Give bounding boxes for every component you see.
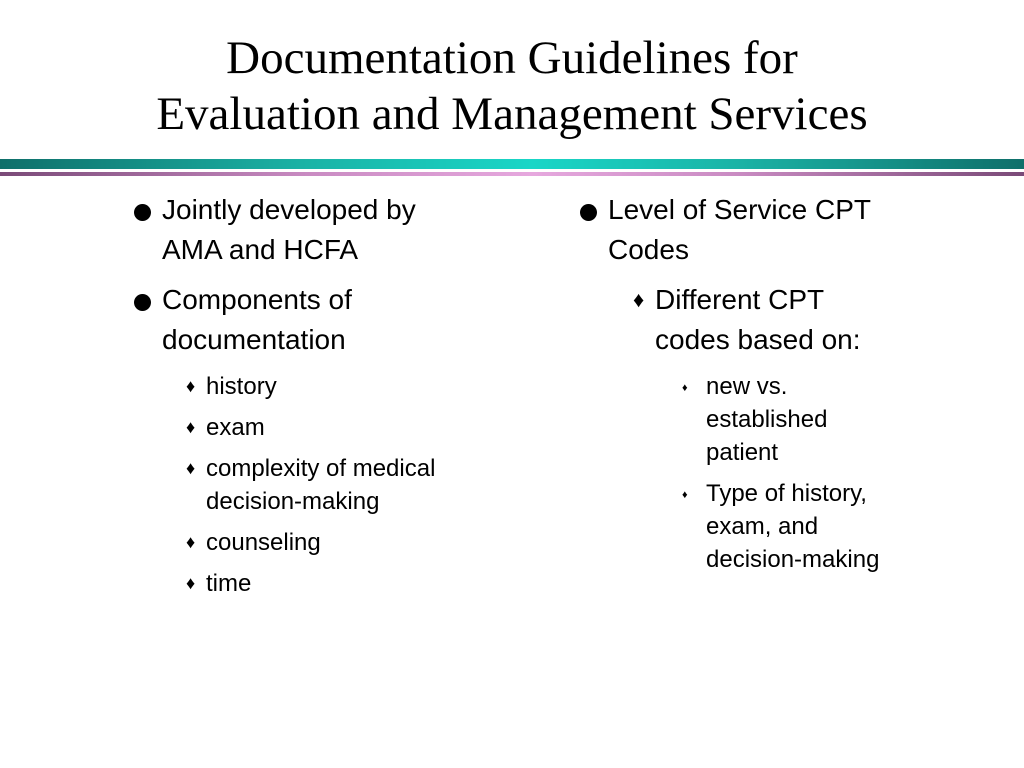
- sub-bullet-counseling: [186, 526, 502, 559]
- diamond-bullet-icon: ♦: [186, 417, 196, 437]
- filled-circle-bullet-icon: [134, 204, 151, 221]
- bullet-text-line: Jointly developed by: [162, 194, 416, 225]
- sub-bullet-history: [186, 370, 502, 403]
- right-column: [578, 190, 958, 584]
- sub-sub-bullet-new-vs-established: [682, 370, 958, 469]
- sub-sub-bullet-text: patient: [706, 439, 779, 466]
- bullet-text-line: Level of Service CPT: [608, 194, 871, 225]
- sub-bullet-text: exam: [206, 414, 265, 441]
- bullet-item-jointly-developed: [132, 190, 502, 270]
- slide-title: [0, 30, 1024, 142]
- bullet-text-line: AMA and HCFA: [162, 234, 359, 265]
- sub-bullet-different-cpt: [633, 280, 958, 360]
- sub-bullet-text: complexity of medical: [206, 455, 436, 482]
- diamond-bullet-icon: ♦: [186, 532, 196, 552]
- sub-sub-bullet-text: established: [706, 406, 828, 433]
- title-divider-pink: [0, 172, 1024, 176]
- sub-sub-bullet-text: Type of history,: [706, 480, 867, 507]
- sub-bullet-text: Different CPT: [655, 284, 825, 315]
- diamond-bullet-icon: ♦: [186, 376, 196, 396]
- diamond-bullet-icon: ♦: [186, 573, 196, 593]
- title-divider-teal: [0, 159, 1024, 169]
- sub-bullet-complexity: [186, 452, 502, 518]
- sub-bullet-text: counseling: [206, 529, 321, 556]
- sub-sub-bullet-text: decision-making: [706, 546, 880, 573]
- sub-sub-bullet-text: exam, and: [706, 513, 819, 540]
- bullet-text-line: Codes: [608, 234, 689, 265]
- left-column: [132, 190, 502, 608]
- sub-sub-bullet-type-of-history: [682, 477, 958, 576]
- bullet-text-line: Components of: [162, 284, 352, 315]
- title-line-2: Evaluation and Management Services: [156, 88, 868, 140]
- sub-bullet-text: history: [206, 373, 277, 400]
- bullet-text-line: documentation: [162, 324, 346, 355]
- sub-sub-bullet-text: new vs.: [706, 373, 788, 400]
- sub-bullet-text: codes based on:: [655, 324, 861, 355]
- bullet-item-components: [132, 280, 502, 360]
- title-line-1: Documentation Guidelines for: [226, 32, 798, 84]
- diamond-bullet-icon: ♦: [633, 287, 645, 312]
- small-diamond-bullet-icon: ♦: [682, 382, 688, 394]
- sub-bullet-time: [186, 567, 502, 600]
- diamond-bullet-icon: ♦: [186, 458, 196, 478]
- filled-circle-bullet-icon: [580, 204, 597, 221]
- sub-bullet-text: decision-making: [206, 488, 380, 515]
- small-diamond-bullet-icon: ♦: [682, 489, 688, 501]
- sub-bullet-exam: [186, 411, 502, 444]
- bullet-item-level-of-service: [578, 190, 958, 270]
- filled-circle-bullet-icon: [134, 294, 151, 311]
- sub-bullet-text: time: [206, 570, 252, 597]
